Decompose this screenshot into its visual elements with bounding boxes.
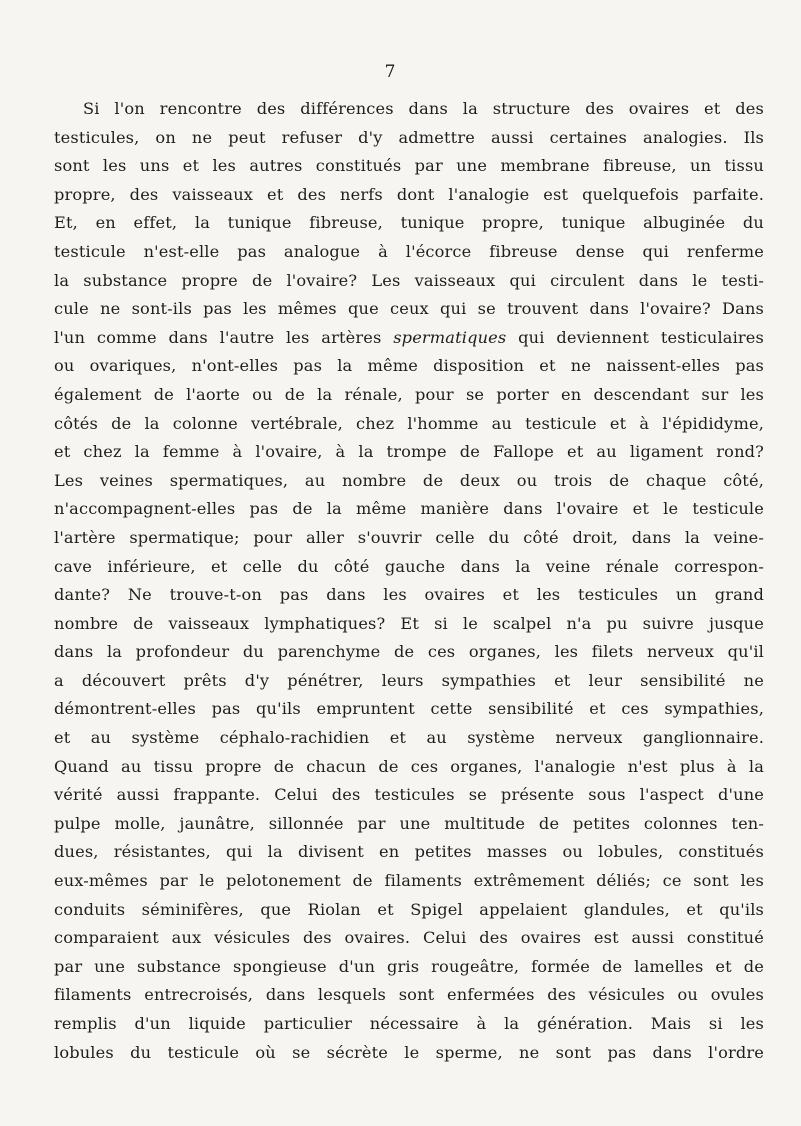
text-line: lobules du testicule où se sécrète le sperme, ne sont pas dans l'ordre	[54, 1042, 764, 1062]
text-line: testicule n'est-elle pas analogue à l'écorce fibreuse dense qui renferme	[54, 241, 764, 261]
text-line: vérité aussi frappante. Celui des testicules se présente sous l'aspect d'une	[54, 785, 764, 805]
text-line: conduits séminifères, que Riolan et Spigel appelaient glandules, et qu'ils	[54, 899, 764, 919]
text-line: n'accompagnent-elles pas de la même manière dans l'ovaire et le testicule	[54, 499, 764, 519]
text-line: comparaient aux vésicules des ovaires. Celui des ovaires est aussi constitué	[54, 928, 764, 948]
text-line: démontrent-elles pas qu'ils empruntent cette sensibilité et ces sympathies,	[54, 699, 764, 719]
text-line: testicules, on ne peut refuser d'y admettre aussi certaines analogies. Ils	[54, 127, 764, 147]
text-line: et au système céphalo-rachidien et au système nerveux ganglionnaire.	[54, 728, 764, 748]
text-line: également de l'aorte ou de la rénale, pour se porter en descendant sur les	[54, 384, 764, 404]
text-line: Si l'on rencontre des différences dans la structure des ovaires et des	[83, 99, 764, 118]
body-text	[54, 95, 764, 1067]
text-line: dans la profondeur du parenchyme de ces organes, les filets nerveux qu'il	[54, 642, 764, 662]
text-line: cave inférieure, et celle du côté gauche dans la veine rénale correspon-	[54, 556, 764, 576]
text-line: a découvert prêts d'y pénétrer, leurs sympathies et leur sensibilité ne	[54, 670, 764, 690]
text-line: et chez la femme à l'ovaire, à la trompe de Fallope et au ligament rond?	[54, 442, 764, 462]
text-line: cule ne sont-ils pas les mêmes que ceux qui se trouvent dans l'ovaire? Dans	[54, 299, 764, 319]
text-line: dues, résistantes, qui la divisent en petites masses ou lobules, constitués	[54, 842, 764, 862]
italic-term: spermatiques	[393, 327, 507, 347]
text-line: pulpe molle, jaunâtre, sillonnée par une multitude de petites colonnes ten-	[54, 813, 764, 833]
text-line: dante? Ne trouve-t-on pas dans les ovaires et les testicules un grand	[54, 585, 764, 605]
text-line: l'artère spermatique; pour aller s'ouvrir celle du côté droit, dans la veine-	[54, 527, 764, 547]
text-line: sont les uns et les autres constitués par une membrane fibreuse, un tissu	[54, 156, 764, 176]
text-line: remplis d'un liquide particulier nécessaire à la génération. Mais si les	[54, 1014, 764, 1033]
text-line: eux-mêmes par le pelotonement de filaments extrêmement déliés; ce sont les	[54, 871, 764, 891]
text-line: l'un comme dans l'autre les artères spermatiques qui deviennent testiculaires	[54, 327, 764, 347]
text-line: Quand au tissu propre de chacun de ces organes, l'analogie n'est plus à la	[54, 756, 764, 776]
text-line: la substance propre de l'ovaire? Les vaisseaux qui circulent dans le testi-	[54, 270, 764, 290]
text-line: Les veines spermatiques, au nombre de deux ou trois de chaque côté,	[54, 470, 764, 490]
text-line: par une substance spongieuse d'un gris rougeâtre, formée de lamelles et de	[54, 956, 764, 976]
text-line: ou ovariques, n'ont-elles pas la même disposition et ne naissent-elles pas	[54, 356, 764, 376]
text-line: côtés de la colonne vertébrale, chez l'homme au testicule et à l'épididyme,	[54, 413, 764, 433]
text-line: filaments entrecroisés, dans lesquels sont enfermées des vésicules ou ovules	[54, 985, 764, 1005]
text-line: Et, en effet, la tunique fibreuse, tunique propre, tunique albuginée du	[54, 213, 764, 233]
text-line: propre, des vaisseaux et des nerfs dont l'analogie est quelquefois parfaite.	[54, 184, 764, 204]
text-line: nombre de vaisseaux lymphatiques? Et si le scalpel n'a pu suivre jusque	[54, 613, 764, 633]
page-number: 7	[384, 62, 396, 82]
